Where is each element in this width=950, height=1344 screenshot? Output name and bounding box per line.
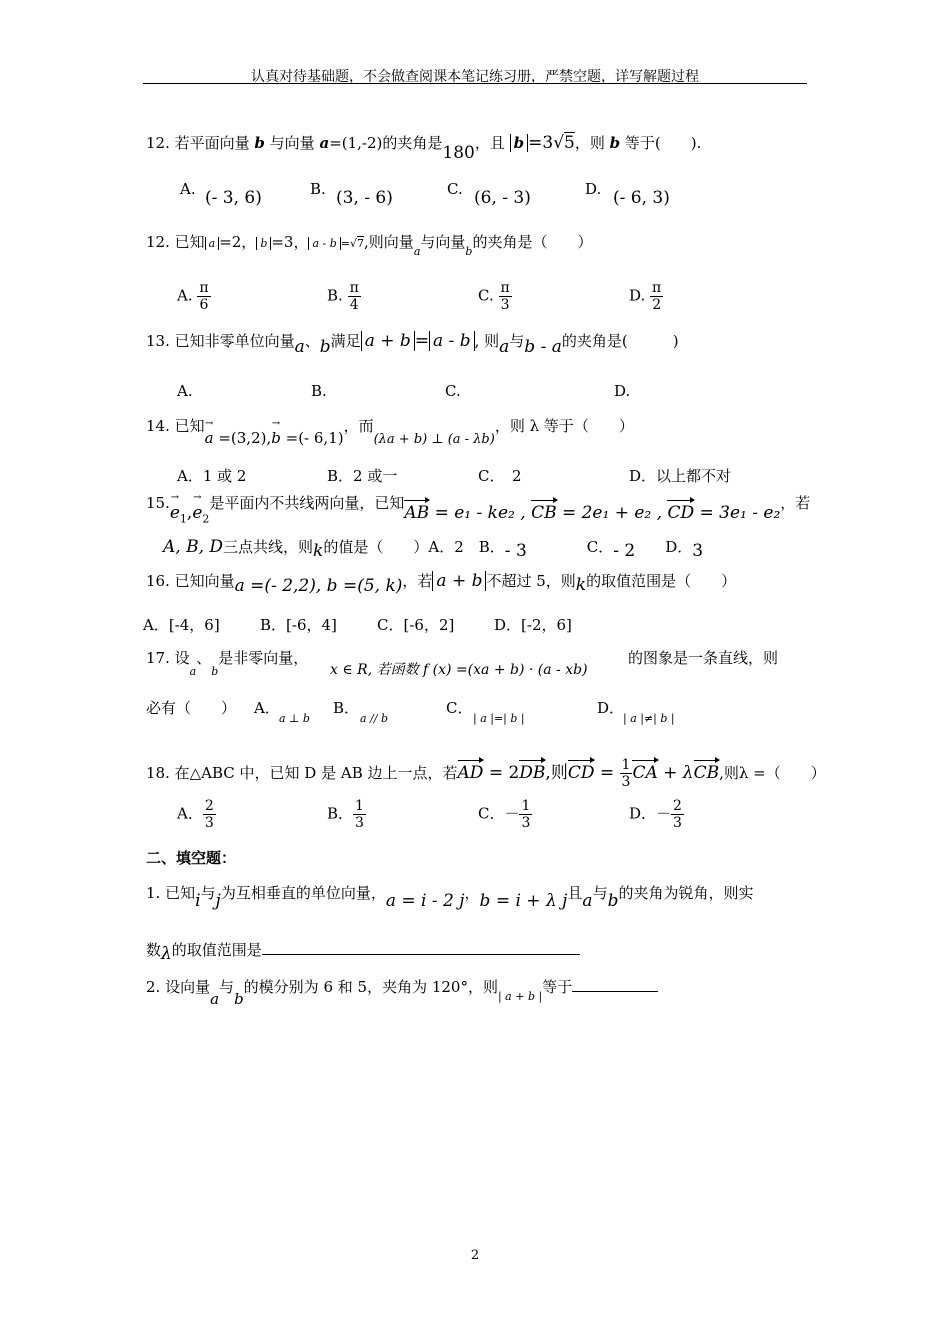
q18-expr-part: = xyxy=(594,763,620,784)
question-16 xyxy=(146,570,737,596)
q12a-text: 与向量 xyxy=(264,134,320,152)
q14-text: ，则 λ 等于（ ） xyxy=(494,417,634,435)
f1-text: 数 xyxy=(146,941,162,959)
vector-b: b xyxy=(254,134,265,152)
fraction-denominator: 2 xyxy=(652,297,662,314)
vector-cd: CD xyxy=(567,763,595,784)
q15-text: 15. xyxy=(146,494,170,512)
fraction-denominator: 3 xyxy=(673,815,682,832)
option-b-value: (3, - 6) xyxy=(336,188,393,208)
fraction-numerator: π xyxy=(652,280,662,296)
vector-a: a xyxy=(189,665,197,678)
q17-text: 17. 设 xyxy=(146,649,190,667)
q15-vector-relations xyxy=(404,503,780,523)
fraction-numerator: π xyxy=(199,280,209,296)
option-label: B. xyxy=(327,286,343,305)
q18-expr xyxy=(457,757,720,791)
vector-a: a xyxy=(294,337,305,357)
option-a xyxy=(177,798,216,831)
fraction-numerator: 2 xyxy=(673,798,682,814)
option-c-value: - 2 xyxy=(613,541,636,561)
option-a-value: a ⊥ b xyxy=(279,712,310,725)
q12b-text: = xyxy=(340,237,351,250)
question-15 xyxy=(146,492,811,526)
q12b-text: 12. 已知 xyxy=(146,233,205,251)
vector-a: a xyxy=(210,990,220,1008)
f2-text: 与 xyxy=(219,978,235,996)
q15-text: 是平面内不共线两向量，已知 xyxy=(209,494,405,512)
q13-text: 13. 已知非零单位向量 xyxy=(146,332,295,350)
q14-text: ，而 xyxy=(343,417,374,435)
vector-ca: CA xyxy=(632,763,658,784)
option-b: B．2 或一 xyxy=(327,467,398,485)
fraction-denominator: 3 xyxy=(621,774,631,791)
option-d-value: 3 xyxy=(692,541,704,561)
option-label: D. xyxy=(629,286,646,305)
q16-expr: a =(- 2,2), b =(5, k) xyxy=(234,576,403,596)
q13-text: 、 xyxy=(304,332,320,350)
fraction-numerator: 1 xyxy=(521,798,531,814)
e-vectors xyxy=(169,503,210,526)
vector-a: a xyxy=(499,337,510,357)
option-label: A. xyxy=(177,286,193,305)
vector-b: b xyxy=(465,245,473,258)
option-a xyxy=(177,280,211,313)
fraction-denominator: 6 xyxy=(199,297,209,314)
q13-text: 与 xyxy=(509,332,525,350)
f1-text: ， xyxy=(464,884,480,902)
lambda: λ xyxy=(161,944,172,964)
q13-text: , 则 xyxy=(474,332,500,350)
f1-text: 与 xyxy=(592,884,608,902)
q16-text: 的取值范围是（ ） xyxy=(586,572,737,590)
vector-ab: AB xyxy=(404,503,430,523)
option-label: D．－ xyxy=(629,804,672,823)
vector-b: b xyxy=(234,990,244,1008)
equals: = xyxy=(414,331,430,351)
option-c: C. xyxy=(445,382,461,400)
fraction-denominator: 3 xyxy=(204,815,214,832)
vector-a: a xyxy=(413,245,421,258)
option-c: C． xyxy=(446,699,473,717)
q15-text: 三点共线，则 xyxy=(223,538,314,556)
option-a-value: (- 3, 6) xyxy=(205,188,262,208)
unit-vector-i: i xyxy=(195,891,201,911)
variable-k: k xyxy=(575,575,587,595)
q18-text: 18. 在△ABC 中，已知 D 是 AB 边上一点，若 xyxy=(146,764,458,783)
option-a: A． xyxy=(254,699,280,717)
variable-k: k xyxy=(313,541,324,561)
f2-text: 等于 xyxy=(542,978,573,996)
q17-text: 是非零向量， xyxy=(218,649,309,667)
q12b-text: =3， xyxy=(271,233,309,251)
f2-text: 2. 设向量 xyxy=(146,978,211,996)
q18-expr-part: ,则 xyxy=(545,763,568,784)
q16-text: ，若 xyxy=(402,572,433,590)
magnitude-a-plus-b: a + b xyxy=(361,331,415,351)
option-label: B． xyxy=(327,804,354,823)
option-c: C．[-6，2] xyxy=(377,616,455,634)
q17-text: 、 xyxy=(196,649,212,667)
option-a: A．[-4，6] xyxy=(143,616,220,634)
option-b: B. xyxy=(310,180,326,198)
fraction-numerator: π xyxy=(349,280,359,296)
section-title: 二、填空题： xyxy=(146,849,237,867)
q17-expr: x ∈ R, 若函数 f (x) =(xa + b) · (a - xb) xyxy=(330,662,588,678)
vector-ab-value: = e₁ - ke₂ , xyxy=(429,503,526,523)
q12a-text: ，则 xyxy=(574,134,610,152)
option-a: A. xyxy=(177,382,193,400)
option-d: D. xyxy=(585,180,602,198)
question-13 xyxy=(146,330,679,357)
q15-text: ，若 xyxy=(780,494,811,512)
fraction-numerator: 1 xyxy=(355,798,364,814)
option-d xyxy=(629,798,684,831)
vector-a: a xyxy=(319,134,330,152)
option-label: C. xyxy=(478,286,494,305)
f1-text: 的夹角为锐角，则实 xyxy=(618,884,754,902)
q14-expr-1 xyxy=(205,429,344,447)
option-d-value: (- 6, 3) xyxy=(613,188,670,208)
q12b-text: ,则向量 xyxy=(364,233,414,251)
q12b-text: 与向量 xyxy=(420,233,466,251)
option-c: C． 2 xyxy=(478,467,522,485)
vector-e1: → e xyxy=(170,503,180,523)
answer-blank[interactable] xyxy=(262,938,580,955)
answer-blank[interactable] xyxy=(572,975,658,992)
subscript: 2 xyxy=(202,512,210,526)
question-14 xyxy=(146,415,634,447)
q14-expr-2: (λa + b) ⊥ (a - λb) xyxy=(373,432,495,447)
option-d: D． xyxy=(665,538,693,556)
vector-a: a xyxy=(582,891,593,911)
q14-expr-part: =(3,2), xyxy=(213,429,272,447)
points: A, B, D xyxy=(163,537,224,557)
option-a: A．1 或 2 xyxy=(177,467,247,485)
vector-cd-value: = 3e₁ - e₂ xyxy=(694,503,781,523)
a-definition: a = i - 2 j xyxy=(385,891,465,911)
page-number: 2 xyxy=(470,1248,480,1263)
b-definition: b = i + λ j xyxy=(479,891,568,911)
q12a-text: 等于( ). xyxy=(620,134,702,152)
vector-b: b xyxy=(607,891,619,911)
question-15-line2 xyxy=(163,536,704,561)
page-header: 认真对待基础题，不会做查阅课本笔记练习册，严禁空题，详写解题过程 xyxy=(251,69,699,85)
option-c xyxy=(478,280,512,313)
fraction-denominator: 3 xyxy=(355,815,364,832)
angle-value: 180 xyxy=(442,143,475,163)
option-b: B．[-6，4] xyxy=(260,616,337,634)
vector-ad: AD xyxy=(457,763,484,784)
q18-expr-part: + λ xyxy=(657,763,694,784)
vector-db: DB xyxy=(519,763,546,784)
sqrt-value: 5 xyxy=(564,133,575,153)
q12a-eq: =3 xyxy=(528,133,554,153)
q13-text: 满足 xyxy=(330,332,361,350)
question-18 xyxy=(146,757,826,790)
fill-question-1 xyxy=(146,882,754,911)
f1-text: 的取值范围是 xyxy=(171,941,262,959)
option-c-value: | a |=| b | xyxy=(473,712,525,725)
q12a-text: ，且 xyxy=(474,134,510,152)
vector-cb: CB xyxy=(693,763,720,784)
q12b-text: 的夹角是（ ） xyxy=(472,233,593,251)
fraction-numerator: 2 xyxy=(204,798,214,814)
vector-cd: CD xyxy=(667,503,695,523)
question-12b xyxy=(146,231,593,258)
magnitude-a-minus-b: a - b xyxy=(308,237,340,250)
option-label: A. xyxy=(180,180,196,198)
fraction-numerator: 1 xyxy=(621,757,631,773)
question-17 xyxy=(146,647,309,678)
vector-b: b xyxy=(319,337,331,357)
option-d: D. xyxy=(614,382,631,400)
vector-cb: CB xyxy=(531,503,557,523)
q18-text: ,则λ =（ ） xyxy=(719,764,826,783)
fill-question-2 xyxy=(146,975,658,1008)
option-c: C. xyxy=(447,180,463,198)
unit-vector-j: j xyxy=(215,891,221,911)
fill-question-1-line2 xyxy=(146,938,580,964)
q12a-text: 12. 若平面向量 xyxy=(146,134,255,152)
option-b-value: - 3 xyxy=(504,541,527,561)
header-rule xyxy=(143,83,807,84)
question-17-line2: 必有（ ） xyxy=(146,699,237,717)
q14-expr-part: =(- 6,1) xyxy=(280,429,344,447)
sqrt-icon: √ xyxy=(350,237,358,250)
vector-e2: → e xyxy=(192,503,202,523)
magnitude-b: b xyxy=(510,134,529,152)
option-d-value: | a |≠| b | xyxy=(623,712,675,725)
q12b-text: =2， xyxy=(219,233,257,251)
option-c xyxy=(478,798,532,831)
magnitude-b: b xyxy=(256,237,271,250)
subscript: 1 xyxy=(179,512,187,526)
option-d: D．以上都不对 xyxy=(629,467,732,485)
q18-expr-part: = 2 xyxy=(483,763,520,784)
f1-text: 与 xyxy=(200,884,216,902)
fraction-numerator: π xyxy=(500,280,510,296)
option-b-value: a // b xyxy=(360,712,389,725)
fraction-denominator: 4 xyxy=(349,297,359,314)
magnitude-a-minus-b: a - b xyxy=(429,331,475,351)
option-c: C． xyxy=(586,538,614,556)
option-b: B． xyxy=(333,699,360,717)
q17-text-right: 的图象是一条直线，则 xyxy=(628,649,779,667)
option-b: B. xyxy=(311,382,327,400)
vector-b-minus-a: b - a xyxy=(524,337,562,357)
sqrt-icon: √ xyxy=(553,133,565,153)
option-c-value: (6, - 3) xyxy=(474,188,531,208)
question-12a xyxy=(146,132,702,163)
q14-text: 14. 已知 xyxy=(146,417,205,435)
f1-text: 1. 已知 xyxy=(146,884,196,902)
option-b xyxy=(327,798,366,831)
option-label: A． xyxy=(177,804,203,823)
option-label: C．－ xyxy=(478,804,520,823)
q16-text: 16. 已知向量 xyxy=(146,572,235,590)
q13-text: 的夹角是( ) xyxy=(561,332,679,350)
option-a: A．2 xyxy=(428,538,464,556)
vector-b: b xyxy=(609,134,621,152)
magnitude-a: a xyxy=(205,237,220,250)
vector-a: → a xyxy=(205,429,214,447)
vector-b: → b xyxy=(271,429,281,447)
option-d xyxy=(629,280,663,313)
option-b: B． xyxy=(478,538,505,556)
fraction-denominator: 3 xyxy=(500,297,510,314)
option-d: D． xyxy=(597,699,625,717)
comma: , xyxy=(186,503,193,523)
vector-b: b xyxy=(211,665,219,678)
fraction-denominator: 3 xyxy=(521,815,531,832)
option-a xyxy=(180,180,196,198)
f1-text: 为互相垂直的单位向量， xyxy=(220,884,386,902)
q15-text: 的值是（ ） xyxy=(323,538,429,556)
option-b xyxy=(327,280,361,313)
q16-text: 不超过 5，则 xyxy=(486,572,576,590)
magnitude-a-plus-b: | a + b | xyxy=(497,990,543,1003)
f1-text: 且 xyxy=(567,884,583,902)
option-d: D．[-2，6] xyxy=(494,616,572,634)
magnitude-a-plus-b: a + b xyxy=(432,571,486,591)
q12a-text: =(1,-2)的夹角是 xyxy=(329,134,443,152)
f2-text: 的模分别为 6 和 5，夹角为 120°，则 xyxy=(243,978,498,996)
sqrt-value: 7 xyxy=(357,237,365,250)
vector-cb-value: = 2e₁ + e₂ , xyxy=(556,503,663,523)
